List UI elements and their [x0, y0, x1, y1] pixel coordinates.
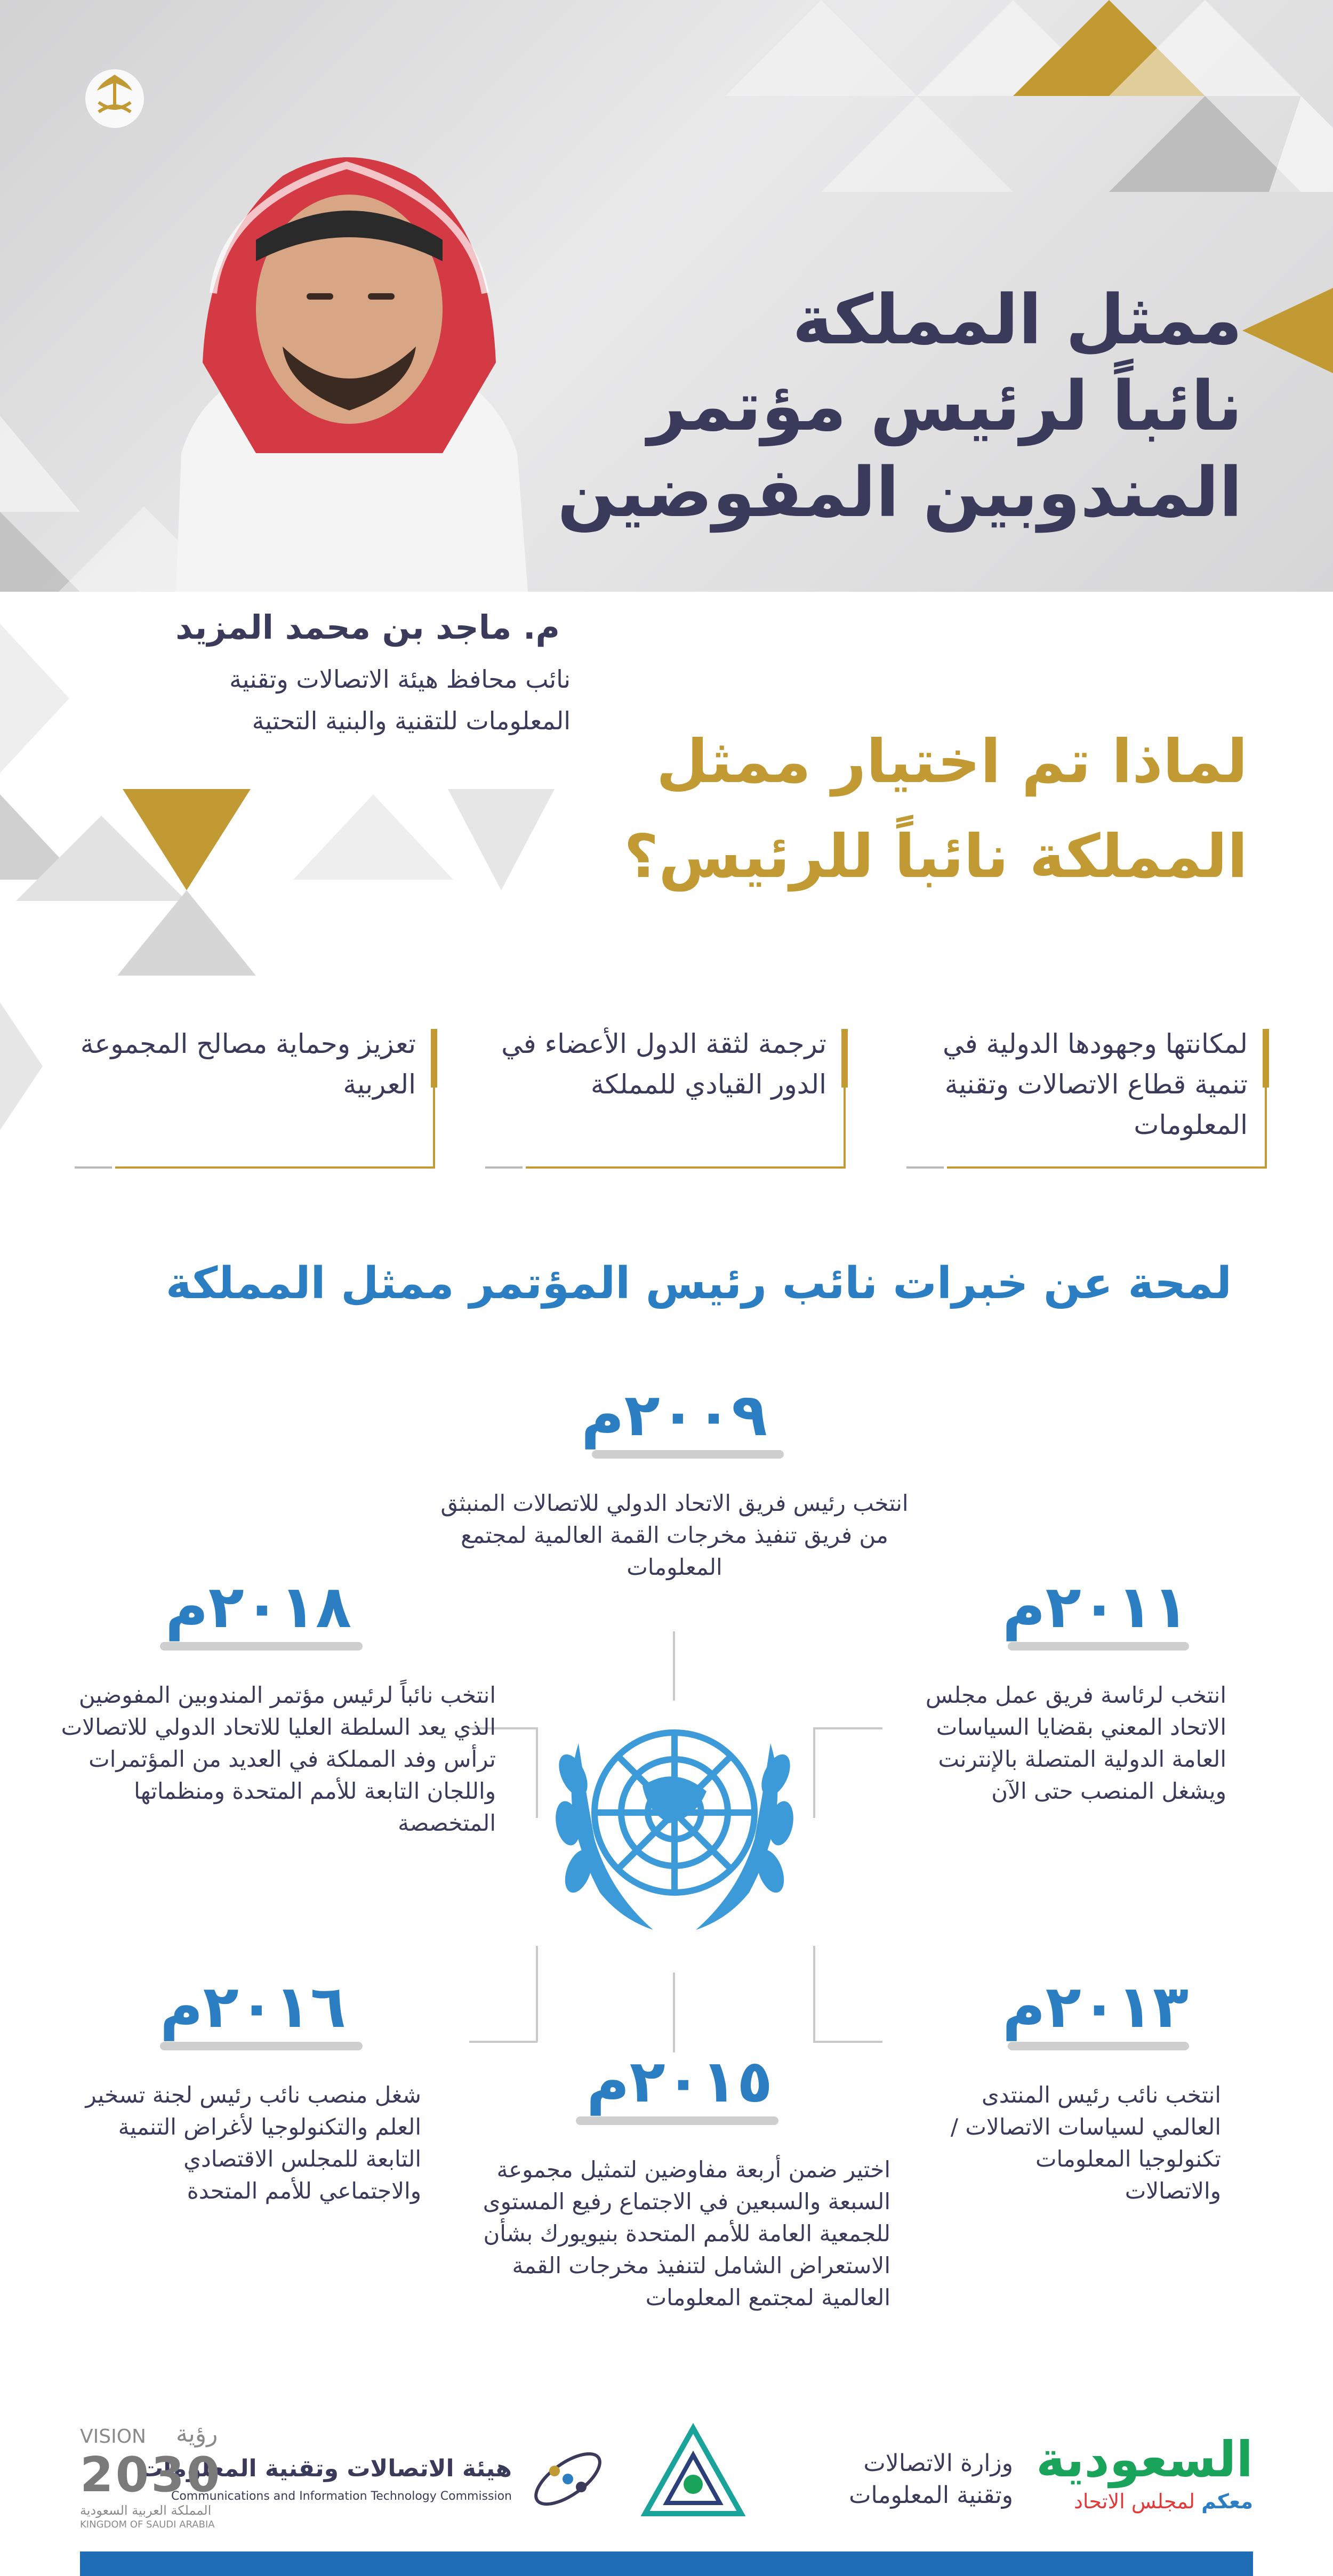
- reason-accent: [431, 1029, 437, 1088]
- citc-name-ar: هيئة الاتصالات وتقنية المعلومات: [140, 2455, 512, 2482]
- title-line-1: ممثل المملكة: [792, 280, 1242, 360]
- saudia-wordmark: السعودية: [1036, 2431, 1253, 2488]
- ministry-line-1: وزارة الاتصالات: [863, 2450, 1013, 2477]
- reason-frame: [115, 1166, 435, 1169]
- year-2015: ٢٠١٥م: [587, 2047, 773, 2115]
- timeline-text-2015: اختير ضمن أربعة مفاوضين لتمثيل مجموعة السبعة والسبعين في الاجتماع رفيع المستوى للجمعية العامة للأمم المتحدة بنيويورك بشأن الاستعراض الشامل لتنفيذ مخرجات القمة العالمية لمجتمع المعلومات: [483, 2156, 890, 2311]
- timeline-text-2016: شغل منصب نائب رئيس لجنة تسخير العلم والتكنولوجيا لأغراض التنمية التابعة للمجلس الاقتصادي والاجتماعي للأمم المتحدة: [85, 2082, 421, 2204]
- year-2016: ٢٠١٦م: [160, 1973, 347, 2041]
- person-role-line-1: نائب محافظ هيئة الاتصالات وتقنية: [229, 665, 571, 694]
- year-underline: [160, 1642, 363, 1651]
- why-line-1: لماذا تم اختيار ممثل: [656, 727, 1248, 796]
- reason-text: تعزيز وحماية مصالح المجموعة العربية: [80, 1028, 416, 1100]
- person-name: م. ماجد بن محمد المزيد: [175, 608, 560, 647]
- portrait-photo: [144, 133, 549, 592]
- reason-frame: [947, 1166, 1267, 1169]
- middle-triangle-pattern: [0, 592, 587, 997]
- citc-emblem-icon: [523, 2434, 613, 2524]
- year-underline: [1008, 2042, 1189, 2050]
- reason-card-3: [53, 1029, 437, 1215]
- connector-line: [536, 1946, 538, 2042]
- reason-frame: [1265, 1088, 1267, 1168]
- vision-year: 2030: [80, 2447, 222, 2503]
- year-underline: [592, 1450, 784, 1459]
- connector-line: [469, 2041, 537, 2043]
- reason-accent: [841, 1029, 848, 1088]
- connector-line: [813, 1946, 815, 2042]
- saudi-emblem-icon: [85, 59, 144, 139]
- person-role: [37, 658, 571, 742]
- person-role-line-2: المعلومات للتقنية والبنية التحتية: [252, 706, 571, 735]
- title-line-3: المندوبين المفوضين: [557, 453, 1242, 533]
- reason-frame: [526, 1166, 846, 1169]
- title-line-2: نائباً لرئيس مؤتمر: [647, 367, 1242, 446]
- vision-label-ar: رؤية: [176, 2420, 218, 2448]
- vision-country-en: KINGDOM OF SAUDI ARABIA: [80, 2519, 215, 2530]
- reason-frame: [75, 1166, 112, 1169]
- why-heading: [555, 714, 1248, 904]
- connector-line: [813, 2041, 882, 2043]
- vision-2030-logo: [75, 2420, 245, 2532]
- year-2009: ٢٠٠٩م: [581, 1381, 768, 1449]
- footer-bar: [80, 2551, 1253, 2576]
- vision-label-en: VISION: [80, 2426, 146, 2448]
- ministry-line-2: وتقنية المعلومات: [849, 2482, 1013, 2509]
- connector-line: [813, 1727, 882, 1729]
- reason-frame: [844, 1088, 846, 1168]
- citc-name-en: Communications and Information Technology Commission: [171, 2490, 512, 2503]
- saudia-slogan: [1074, 2490, 1253, 2513]
- vision-country-ar: المملكة العربية السعودية: [80, 2503, 212, 2518]
- reason-card-1: [885, 1029, 1269, 1215]
- timeline-text-2009: انتخب رئيس فريق الاتحاد الدولي للاتصالات المنبثق من فريق تنفيذ مخرجات القمة العالمية لمجتمع المعلومات: [440, 1490, 909, 1580]
- reason-frame: [906, 1166, 944, 1169]
- connector-line: [673, 1973, 675, 2052]
- reason-text: ترجمة لثقة الدول الأعضاء في الدور القيادي للمملكة: [501, 1028, 826, 1100]
- ministry-emblem-icon: [640, 2423, 746, 2530]
- saudia-slogan-b: لمجلس الاتحاد: [1074, 2490, 1195, 2513]
- reason-card-2: [464, 1029, 848, 1215]
- year-underline: [576, 2116, 778, 2125]
- timeline-text-2011: انتخب لرئاسة فريق عمل مجلس الاتحاد المعني بقضايا السياسات العامة الدولية المتصلة بالإنترنت ويشغل المنصب حتى الآن: [925, 1682, 1226, 1804]
- page-title: [496, 277, 1242, 536]
- connector-line: [813, 1727, 815, 1818]
- saudia-slogan-a: معكم: [1201, 2490, 1253, 2513]
- why-line-2: المملكة نائباً للرئيس؟: [624, 822, 1248, 891]
- year-underline: [160, 2042, 363, 2050]
- reason-text: لمكانتها وجهودها الدولية في تنمية قطاع الاتصالات وتقنية المعلومات: [943, 1028, 1248, 1140]
- reason-accent: [1263, 1029, 1269, 1088]
- saudia-logo: [1036, 2431, 1264, 2516]
- year-2011: ٢٠١١م: [1002, 1573, 1189, 1641]
- experience-heading: لمحة عن خبرات نائب رئيس المؤتمر ممثل المملكة: [165, 1258, 1232, 1309]
- un-emblem-icon: [536, 1679, 813, 1957]
- timeline-text-2018: انتخب نائباً لرئيس مؤتمر المندوبين المفوضين الذي يعد السلطة العليا للاتحاد الدولي للاتصالات ترأس وفد المملكة في العديد من المؤتمرات واللجان التابعة للأمم المتحدة ومنظماتها المتخصصة: [61, 1682, 496, 1836]
- reason-frame: [485, 1166, 523, 1169]
- ministry-logo: [640, 2423, 1024, 2530]
- year-2013: ٢٠١٣م: [1002, 1973, 1189, 2041]
- year-underline: [1008, 1642, 1189, 1651]
- year-2018: ٢٠١٨م: [165, 1573, 352, 1641]
- reason-frame: [433, 1088, 435, 1168]
- timeline-text-2013: انتخب نائب رئيس المنتدى العالمي لسياسات الاتصالات / تكنولوجيا المعلومات والاتصالات: [950, 2082, 1221, 2204]
